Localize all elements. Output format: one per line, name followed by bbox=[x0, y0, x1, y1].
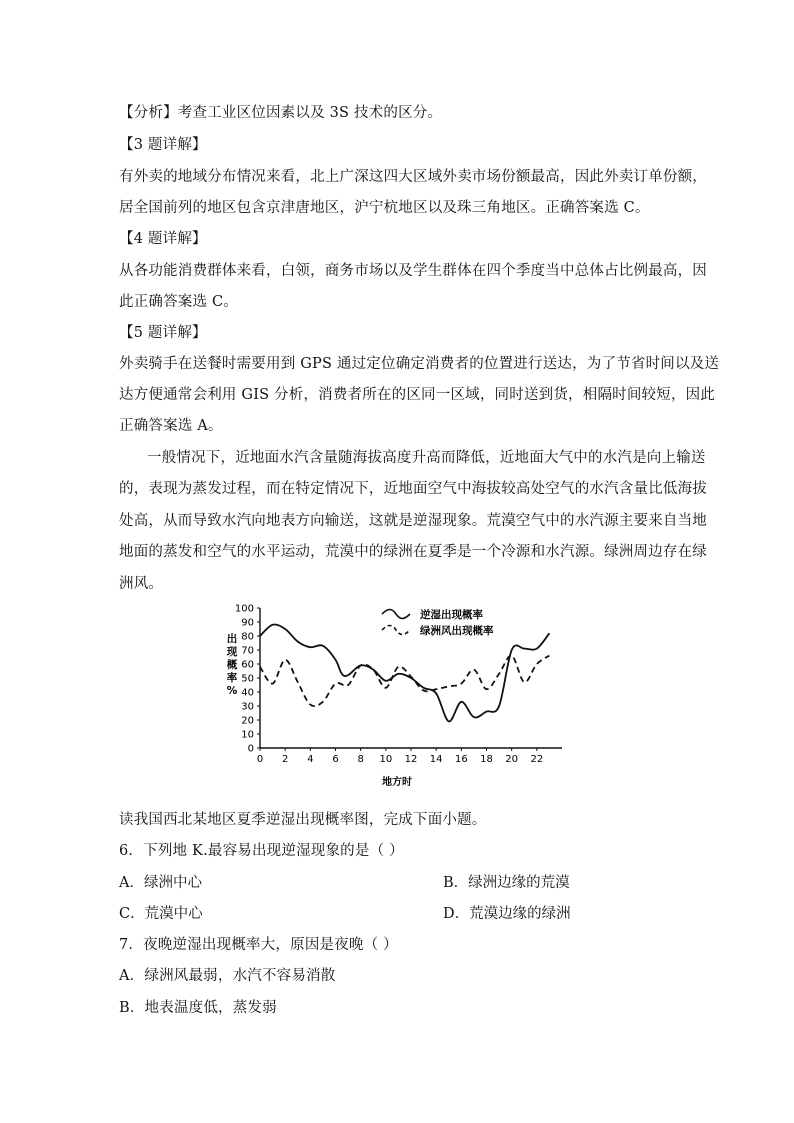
x-tick-label: 0 bbox=[256, 754, 264, 765]
q3-text-line: 居全国前列的地区包含京津唐地区，沪宁杭地区以及珠三角地区。正确答案选 C。 bbox=[119, 200, 650, 216]
y-axis-label bbox=[226, 632, 238, 697]
q7-option-a: A．绿洲风最弱，水汽不容易消散 bbox=[119, 968, 336, 984]
legend-label-inverse-humidity: 逆湿出现概率 bbox=[420, 609, 483, 621]
paragraph-line: 洲风。 bbox=[119, 576, 164, 592]
series-line-oasis-wind bbox=[260, 656, 549, 707]
q5-header: 【5 题详解】 bbox=[119, 325, 207, 341]
y-tick-label: 80 bbox=[241, 631, 254, 643]
y-tick-label: 40 bbox=[241, 687, 254, 699]
y-axis-label-char: 出 bbox=[226, 633, 238, 645]
q5-text-line: 外卖骑手在送餐时需要用到 GPS 通过定位确定消费者的位置进行送达，为了节省时间以及送 bbox=[119, 356, 720, 372]
x-tick-label: 20 bbox=[505, 754, 519, 765]
x-tick-labels bbox=[257, 748, 543, 765]
y-axis-label-char: 概 bbox=[226, 659, 238, 671]
y-tick-label: 10 bbox=[241, 729, 254, 741]
series-line-inverse-humidity bbox=[260, 624, 549, 721]
q3-header: 【3 题详解】 bbox=[119, 137, 207, 153]
paragraph-line: 处高，从而导致水汽向地表方向输送，这就是逆湿现象。荒漠空气中的水汽源主要来自当地 bbox=[119, 513, 707, 529]
q6-option-d: D．荒漠边缘的绿洲 bbox=[443, 906, 571, 922]
x-tick-label: 18 bbox=[480, 754, 493, 765]
q4-text-line: 此正确答案选 C。 bbox=[119, 294, 239, 310]
q5-text-line: 正确答案选 A。 bbox=[119, 418, 223, 434]
inverse-humidity-chart bbox=[220, 598, 570, 790]
y-tick-label: 70 bbox=[241, 645, 254, 657]
x-tick-label: 2 bbox=[281, 754, 289, 765]
y-tick-label: 0 bbox=[247, 743, 254, 755]
q3-text-line: 有外卖的地域分布情况来看，北上广深这四大区域外卖市场份额最高，因此外卖订单份额， bbox=[119, 169, 707, 185]
paragraph-line: 的，表现为蒸发过程，而在特定情况下，近地面空气中海拔较高处空气的水汽含量比低海拔 bbox=[119, 481, 707, 497]
y-tick-label: 20 bbox=[241, 715, 254, 727]
q7-option-b: B．地表温度低，蒸发弱 bbox=[119, 1000, 277, 1016]
x-tick-label: 16 bbox=[454, 754, 468, 765]
y-axis-label-char: 现 bbox=[226, 646, 238, 658]
q5-text-line: 达方便通常会利用 GIS 分析，消费者所在的区同一区域，同时送到货，相隔时间较短，因此 bbox=[119, 387, 716, 403]
y-axis-label-char: 率 bbox=[226, 672, 238, 684]
x-tick-label: 6 bbox=[332, 754, 339, 765]
x-tick-label: 4 bbox=[307, 754, 314, 765]
q4-text-line: 从各功能消费群体来看，白领，商务市场以及学生群体在四个季度当中总体占比例最高，因 bbox=[119, 263, 707, 279]
question-6: 6．下列地 K.最容易出现逆湿现象的是（ ） bbox=[119, 843, 404, 859]
y-tick-label: 100 bbox=[234, 603, 254, 615]
x-tick-label: 22 bbox=[530, 754, 544, 765]
paragraph-line: 地面的蒸发和空气的水平运动，荒漠中的绿洲在夏季是一个冷源和水汽源。绿洲周边存在绿 bbox=[119, 544, 707, 560]
y-tick-label: 50 bbox=[241, 673, 254, 685]
x-tick-label: 8 bbox=[357, 754, 364, 765]
y-axis-label-char: % bbox=[226, 685, 238, 697]
q6-option-a: A．绿洲中心 bbox=[119, 875, 202, 891]
chart-legend bbox=[382, 608, 494, 637]
legend-label-oasis-wind: 绿洲风出现概率 bbox=[420, 625, 494, 637]
q6-option-b: B．绿洲边缘的荒漠 bbox=[443, 875, 570, 891]
q4-header: 【4 题详解】 bbox=[119, 231, 207, 247]
paragraph-line: 一般情况下，近地面水汽含量随海拔高度升高而降低，近地面大气中的水汽是向上输送 bbox=[147, 450, 706, 466]
read-instruction: 读我国西北某地区夏季逆湿出现概率图，完成下面小题。 bbox=[119, 812, 487, 828]
y-tick-label: 30 bbox=[241, 701, 254, 713]
x-tick-label: 14 bbox=[429, 754, 443, 765]
analysis-line: 【分析】考查工业区位因素以及 3S 技术的区分。 bbox=[119, 105, 443, 121]
legend-swatch-oasis-wind bbox=[382, 626, 410, 635]
x-tick-label: 12 bbox=[404, 754, 418, 765]
chart-series bbox=[260, 624, 549, 721]
legend-swatch-inverse-humidity bbox=[382, 610, 410, 619]
x-axis-label: 地方时 bbox=[382, 777, 412, 788]
y-tick-label: 60 bbox=[241, 659, 254, 671]
q6-option-c: C．荒漠中心 bbox=[119, 906, 203, 922]
question-7: 7．夜晚逆湿出现概率大，原因是夜晚（ ） bbox=[119, 937, 398, 953]
y-tick-labels bbox=[235, 604, 260, 755]
x-tick-label: 10 bbox=[379, 754, 393, 765]
y-tick-label: 90 bbox=[241, 617, 254, 629]
